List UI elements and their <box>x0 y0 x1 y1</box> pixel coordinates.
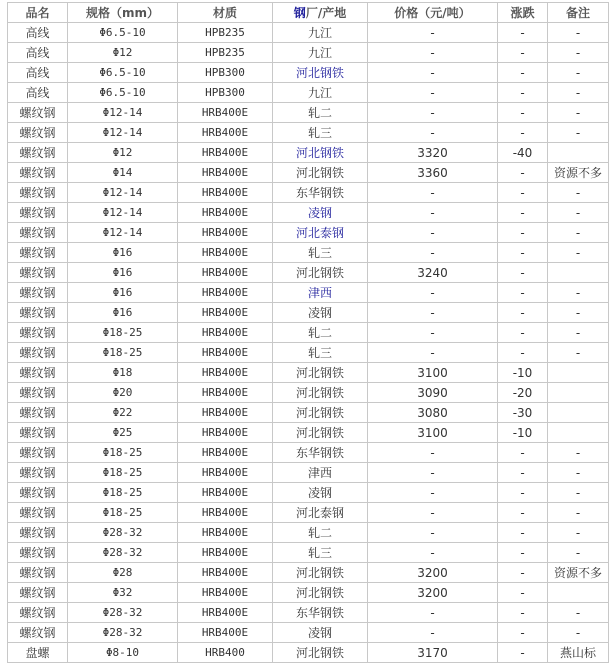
cell-note: - <box>548 183 609 203</box>
cell-change: - <box>498 203 548 223</box>
cell-note: - <box>548 103 609 123</box>
cell-change: - <box>498 543 548 563</box>
cell-price: - <box>368 283 498 303</box>
cell-material: HRB400E <box>178 143 273 163</box>
cell-material: HRB400E <box>178 363 273 383</box>
cell-price: - <box>368 463 498 483</box>
cell-price: 3240 <box>368 263 498 283</box>
cell-spec: Φ18-25 <box>68 463 178 483</box>
table-row <box>8 123 609 143</box>
cell-mill-link[interactable]: 津西 <box>273 283 368 303</box>
cell-mill-link[interactable]: 凌钢 <box>273 203 368 223</box>
cell-note: - <box>548 23 609 43</box>
cell-material: HRB400E <box>178 503 273 523</box>
cell-mill: 轧二 <box>273 523 368 543</box>
cell-note: - <box>548 323 609 343</box>
cell-name: 螺纹钢 <box>8 563 68 583</box>
cell-note <box>548 423 609 443</box>
cell-name: 螺纹钢 <box>8 203 68 223</box>
cell-name: 螺纹钢 <box>8 623 68 643</box>
cell-spec: Φ16 <box>68 303 178 323</box>
table-row <box>8 23 609 43</box>
cell-spec: Φ28 <box>68 563 178 583</box>
cell-note: - <box>548 83 609 103</box>
cell-mill: 河北泰钢 <box>273 503 368 523</box>
cell-name: 螺纹钢 <box>8 323 68 343</box>
header-mill-part2: 厂/产地 <box>305 6 347 20</box>
table-row <box>8 283 609 303</box>
cell-price: - <box>368 623 498 643</box>
header-change: 涨跌 <box>498 3 548 23</box>
cell-material: HRB400E <box>178 323 273 343</box>
cell-note: - <box>548 43 609 63</box>
table-row <box>8 263 609 283</box>
cell-material: HRB400E <box>178 443 273 463</box>
table-row <box>8 243 609 263</box>
cell-material: HRB400E <box>178 483 273 503</box>
cell-change: - <box>498 63 548 83</box>
cell-mill: 九江 <box>273 23 368 43</box>
table-row <box>8 623 609 643</box>
cell-mill: 河北钢铁 <box>273 423 368 443</box>
cell-price: - <box>368 83 498 103</box>
cell-spec: Φ6.5-10 <box>68 83 178 103</box>
table-body <box>8 23 609 663</box>
table-row <box>8 483 609 503</box>
cell-mill: 轧二 <box>273 323 368 343</box>
cell-material: HPB235 <box>178 23 273 43</box>
cell-mill: 轧二 <box>273 103 368 123</box>
table-row <box>8 563 609 583</box>
cell-mill: 凌钢 <box>273 483 368 503</box>
table-row <box>8 583 609 603</box>
cell-name: 螺纹钢 <box>8 103 68 123</box>
cell-price: - <box>368 43 498 63</box>
cell-name: 螺纹钢 <box>8 603 68 623</box>
cell-spec: Φ12-14 <box>68 203 178 223</box>
cell-material: HRB400E <box>178 123 273 143</box>
cell-spec: Φ8-10 <box>68 643 178 663</box>
cell-price: 3360 <box>368 163 498 183</box>
cell-price: - <box>368 343 498 363</box>
steel-price-table <box>7 2 609 663</box>
header-spec: 规格（mm） <box>68 3 178 23</box>
cell-price: - <box>368 63 498 83</box>
cell-change: - <box>498 103 548 123</box>
cell-mill: 轧三 <box>273 543 368 563</box>
cell-spec: Φ12-14 <box>68 123 178 143</box>
cell-mill-link[interactable]: 河北泰钢 <box>273 223 368 243</box>
cell-note: - <box>548 303 609 323</box>
cell-material: HRB400E <box>178 563 273 583</box>
table-row <box>8 603 609 623</box>
cell-mill: 九江 <box>273 43 368 63</box>
cell-material: HRB400E <box>178 303 273 323</box>
cell-name: 螺纹钢 <box>8 343 68 363</box>
cell-material: HRB400E <box>178 163 273 183</box>
cell-price: - <box>368 543 498 563</box>
cell-price: - <box>368 23 498 43</box>
cell-price: 3200 <box>368 583 498 603</box>
cell-name: 高线 <box>8 43 68 63</box>
cell-change: - <box>498 343 548 363</box>
cell-note: - <box>548 463 609 483</box>
cell-material: HPB300 <box>178 63 273 83</box>
cell-mill: 河北钢铁 <box>273 263 368 283</box>
cell-name: 螺纹钢 <box>8 543 68 563</box>
table-row <box>8 463 609 483</box>
cell-spec: Φ16 <box>68 263 178 283</box>
cell-material: HRB400E <box>178 243 273 263</box>
cell-mill: 东华钢铁 <box>273 183 368 203</box>
cell-name: 螺纹钢 <box>8 403 68 423</box>
header-material: 材质 <box>178 3 273 23</box>
table-row <box>8 203 609 223</box>
cell-spec: Φ22 <box>68 403 178 423</box>
cell-spec: Φ28-32 <box>68 523 178 543</box>
cell-note <box>548 403 609 423</box>
cell-name: 螺纹钢 <box>8 383 68 403</box>
table-row <box>8 303 609 323</box>
cell-material: HRB400E <box>178 543 273 563</box>
table-row <box>8 103 609 123</box>
cell-mill: 凌钢 <box>273 623 368 643</box>
cell-name: 螺纹钢 <box>8 183 68 203</box>
cell-price: - <box>368 123 498 143</box>
cell-spec: Φ14 <box>68 163 178 183</box>
cell-material: HRB400 <box>178 643 273 663</box>
cell-price: 3200 <box>368 563 498 583</box>
cell-mill: 轧三 <box>273 123 368 143</box>
cell-spec: Φ20 <box>68 383 178 403</box>
cell-name: 螺纹钢 <box>8 523 68 543</box>
cell-note: 资源不多 <box>548 563 609 583</box>
cell-spec: Φ18-25 <box>68 503 178 523</box>
cell-material: HRB400E <box>178 403 273 423</box>
cell-change: -10 <box>498 423 548 443</box>
cell-note: - <box>548 123 609 143</box>
cell-price: - <box>368 443 498 463</box>
cell-note: - <box>548 623 609 643</box>
table-row <box>8 383 609 403</box>
cell-name: 螺纹钢 <box>8 163 68 183</box>
cell-note <box>548 143 609 163</box>
cell-material: HRB400E <box>178 383 273 403</box>
cell-change: - <box>498 563 548 583</box>
cell-change: - <box>498 503 548 523</box>
cell-price: - <box>368 483 498 503</box>
cell-change: - <box>498 23 548 43</box>
cell-name: 螺纹钢 <box>8 263 68 283</box>
cell-spec: Φ18-25 <box>68 483 178 503</box>
cell-name: 螺纹钢 <box>8 583 68 603</box>
cell-change: - <box>498 183 548 203</box>
table-row <box>8 523 609 543</box>
cell-note: - <box>548 63 609 83</box>
cell-price: - <box>368 183 498 203</box>
cell-spec: Φ12-14 <box>68 183 178 203</box>
cell-change: - <box>498 523 548 543</box>
cell-note: - <box>548 543 609 563</box>
cell-change: - <box>498 243 548 263</box>
cell-name: 螺纹钢 <box>8 143 68 163</box>
cell-name: 螺纹钢 <box>8 303 68 323</box>
cell-change: - <box>498 43 548 63</box>
cell-note: - <box>548 203 609 223</box>
cell-price: - <box>368 303 498 323</box>
cell-spec: Φ12 <box>68 43 178 63</box>
cell-mill: 轧三 <box>273 343 368 363</box>
cell-material: HRB400E <box>178 183 273 203</box>
cell-note <box>548 383 609 403</box>
cell-material: HRB400E <box>178 203 273 223</box>
cell-price: 3100 <box>368 423 498 443</box>
cell-mill: 轧三 <box>273 243 368 263</box>
cell-name: 高线 <box>8 23 68 43</box>
cell-spec: Φ12-14 <box>68 223 178 243</box>
cell-change: -20 <box>498 383 548 403</box>
cell-mill: 河北钢铁 <box>273 403 368 423</box>
cell-material: HRB400E <box>178 263 273 283</box>
cell-note <box>548 583 609 603</box>
cell-price: 3090 <box>368 383 498 403</box>
cell-change: -40 <box>498 143 548 163</box>
cell-name: 螺纹钢 <box>8 443 68 463</box>
cell-note: - <box>548 523 609 543</box>
cell-spec: Φ6.5-10 <box>68 23 178 43</box>
table-row <box>8 223 609 243</box>
cell-change: - <box>498 163 548 183</box>
cell-note: - <box>548 243 609 263</box>
cell-change: - <box>498 443 548 463</box>
cell-mill: 河北钢铁 <box>273 383 368 403</box>
header-name: 品名 <box>8 3 68 23</box>
cell-spec: Φ18-25 <box>68 443 178 463</box>
cell-price: - <box>368 323 498 343</box>
cell-name: 螺纹钢 <box>8 483 68 503</box>
cell-note <box>548 263 609 283</box>
cell-change: - <box>498 583 548 603</box>
table-row <box>8 323 609 343</box>
cell-spec: Φ18-25 <box>68 343 178 363</box>
cell-note: - <box>548 343 609 363</box>
cell-change: - <box>498 323 548 343</box>
cell-mill: 津西 <box>273 463 368 483</box>
cell-change: - <box>498 283 548 303</box>
cell-mill-link[interactable]: 河北钢铁 <box>273 143 368 163</box>
cell-price: - <box>368 223 498 243</box>
cell-spec: Φ18-25 <box>68 323 178 343</box>
cell-material: HRB400E <box>178 283 273 303</box>
cell-price: - <box>368 203 498 223</box>
table-row <box>8 143 609 163</box>
cell-mill: 河北钢铁 <box>273 583 368 603</box>
header-price: 价格（元/吨） <box>368 3 498 23</box>
table-row <box>8 183 609 203</box>
table-row <box>8 403 609 423</box>
cell-mill: 河北钢铁 <box>273 643 368 663</box>
cell-name: 螺纹钢 <box>8 283 68 303</box>
cell-name: 螺纹钢 <box>8 223 68 243</box>
cell-note: - <box>548 603 609 623</box>
cell-change: - <box>498 303 548 323</box>
cell-spec: Φ12-14 <box>68 103 178 123</box>
cell-name: 螺纹钢 <box>8 463 68 483</box>
cell-material: HRB400E <box>178 623 273 643</box>
cell-mill: 九江 <box>273 83 368 103</box>
cell-material: HRB400E <box>178 103 273 123</box>
table-row <box>8 543 609 563</box>
cell-change: - <box>498 643 548 663</box>
table-row <box>8 643 609 663</box>
cell-material: HRB400E <box>178 423 273 443</box>
cell-change: - <box>498 463 548 483</box>
cell-price: 3320 <box>368 143 498 163</box>
cell-change: - <box>498 83 548 103</box>
cell-mill: 河北钢铁 <box>273 363 368 383</box>
cell-name: 螺纹钢 <box>8 503 68 523</box>
cell-material: HRB400E <box>178 603 273 623</box>
cell-spec: Φ16 <box>68 283 178 303</box>
cell-spec: Φ16 <box>68 243 178 263</box>
cell-name: 高线 <box>8 63 68 83</box>
cell-price: - <box>368 523 498 543</box>
cell-note: - <box>548 503 609 523</box>
cell-spec: Φ18 <box>68 363 178 383</box>
cell-note: - <box>548 483 609 503</box>
table-row <box>8 503 609 523</box>
cell-note <box>548 363 609 383</box>
cell-name: 螺纹钢 <box>8 423 68 443</box>
cell-spec: Φ25 <box>68 423 178 443</box>
cell-mill: 东华钢铁 <box>273 603 368 623</box>
cell-price: - <box>368 243 498 263</box>
cell-material: HRB400E <box>178 523 273 543</box>
cell-material: HRB400E <box>178 223 273 243</box>
cell-name: 盘螺 <box>8 643 68 663</box>
cell-price: - <box>368 503 498 523</box>
cell-change: -10 <box>498 363 548 383</box>
cell-price: 3170 <box>368 643 498 663</box>
cell-material: HRB400E <box>178 463 273 483</box>
cell-name: 高线 <box>8 83 68 103</box>
cell-mill: 东华钢铁 <box>273 443 368 463</box>
cell-mill: 河北钢铁 <box>273 163 368 183</box>
cell-change: - <box>498 263 548 283</box>
header-mill-part1: 钢 <box>293 6 306 20</box>
cell-spec: Φ28-32 <box>68 623 178 643</box>
cell-change: - <box>498 483 548 503</box>
cell-note: - <box>548 283 609 303</box>
cell-spec: Φ12 <box>68 143 178 163</box>
cell-spec: Φ28-32 <box>68 603 178 623</box>
cell-name: 螺纹钢 <box>8 123 68 143</box>
table-row <box>8 43 609 63</box>
cell-spec: Φ6.5-10 <box>68 63 178 83</box>
cell-name: 螺纹钢 <box>8 363 68 383</box>
cell-price: 3080 <box>368 403 498 423</box>
cell-change: -30 <box>498 403 548 423</box>
header-mill <box>273 3 368 23</box>
header-row <box>8 3 609 23</box>
cell-material: HRB400E <box>178 583 273 603</box>
table-row <box>8 443 609 463</box>
cell-mill: 河北钢铁 <box>273 563 368 583</box>
cell-change: - <box>498 603 548 623</box>
table-row <box>8 363 609 383</box>
cell-price: 3100 <box>368 363 498 383</box>
cell-price: - <box>368 603 498 623</box>
cell-note: 燕山标 <box>548 643 609 663</box>
table-row <box>8 83 609 103</box>
table-row <box>8 343 609 363</box>
table-row <box>8 163 609 183</box>
table-header <box>8 3 609 23</box>
cell-mill: 凌钢 <box>273 303 368 323</box>
cell-material: HPB300 <box>178 83 273 103</box>
cell-change: - <box>498 123 548 143</box>
cell-note: 资源不多 <box>548 163 609 183</box>
cell-spec: Φ32 <box>68 583 178 603</box>
cell-name: 螺纹钢 <box>8 243 68 263</box>
cell-material: HPB235 <box>178 43 273 63</box>
table-row <box>8 423 609 443</box>
cell-note: - <box>548 223 609 243</box>
cell-change: - <box>498 623 548 643</box>
cell-spec: Φ28-32 <box>68 543 178 563</box>
table-row <box>8 63 609 83</box>
cell-note: - <box>548 443 609 463</box>
cell-price: - <box>368 103 498 123</box>
cell-mill-link[interactable]: 河北钢铁 <box>273 63 368 83</box>
header-note: 备注 <box>548 3 609 23</box>
cell-change: - <box>498 223 548 243</box>
cell-material: HRB400E <box>178 343 273 363</box>
